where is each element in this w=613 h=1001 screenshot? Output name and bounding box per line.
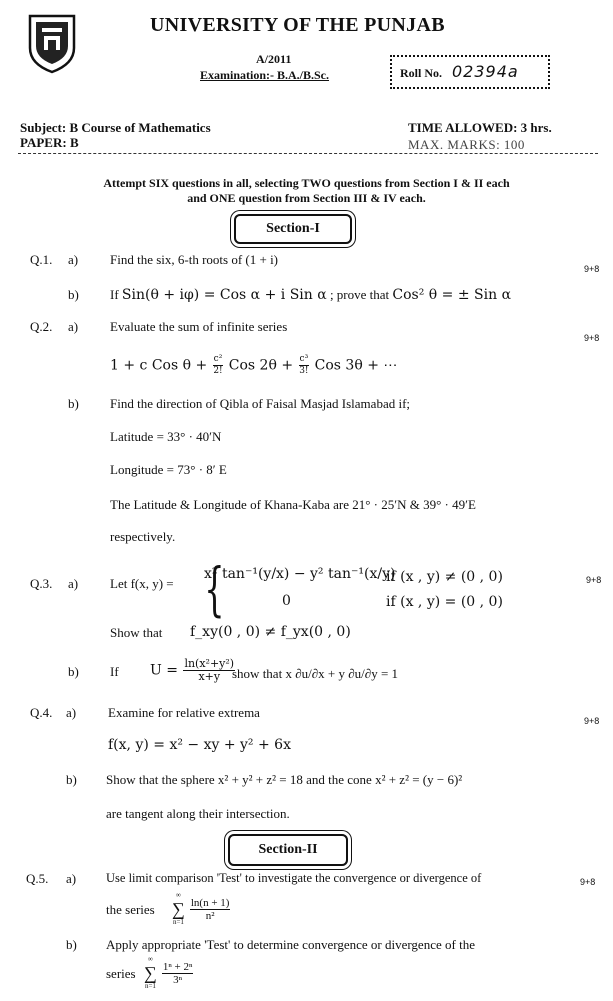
fraction: [190, 897, 231, 922]
denominator: n²: [205, 909, 215, 922]
question-text: Evaluate the sum of infinite series: [110, 319, 288, 334]
piecewise-brace: {: [204, 555, 225, 623]
series-part: Cos 2θ +: [228, 357, 294, 374]
examination-title: Examination:- B.A./B.Sc.: [200, 68, 330, 82]
let-f-definition: Let f(x, y) =: [110, 576, 174, 591]
question-text: Find the six, 6-th roots of (1 + i): [110, 252, 279, 267]
prove-word: ; prove that: [329, 287, 390, 302]
math-expression: f(x, y) = x² − xy + y² + 6x: [108, 737, 291, 753]
math-expression: Cos² θ = ± Sin α: [392, 287, 512, 303]
part-label: a): [68, 576, 79, 591]
question-text: Show that the sphere x² + y² + z² = 18 and the cone x² + z² = (y − 6)²: [106, 772, 463, 787]
numerator: c³: [299, 354, 309, 364]
sum-lower: n=1: [172, 918, 184, 926]
question-number: Q.1.: [30, 252, 53, 267]
question-text: [110, 664, 119, 680]
question-text: Apply appropriate 'Test' to determine convergence or divergence of the: [106, 937, 475, 952]
series-expression: [172, 891, 231, 927]
part-label: b): [68, 287, 79, 302]
math-expression: f_xy(0 , 0) ≠ f_yx(0 , 0): [190, 624, 351, 640]
denominator: x+y: [198, 670, 221, 683]
question-text: Find the direction of Qibla of Faisal Masjad Islamabad if;: [110, 396, 411, 411]
question-text: The Latitude & Longitude of Khana-Kaba are 21° · 25′N & 39° · 49′E: [110, 497, 476, 512]
section-heading: Section-II: [228, 834, 348, 866]
instructions-line-1: Attempt SIX questions in all, selecting TWO questions from Section I & II each: [103, 176, 510, 190]
series-part: 1 + c Cos θ +: [110, 357, 208, 374]
roll-value: 02394a: [452, 62, 519, 81]
if-word: If: [110, 664, 119, 679]
show-that-expression: show that x ∂u/∂x + y ∂u/∂y = 1: [232, 666, 399, 681]
question-number: Q.5.: [26, 871, 49, 886]
part-label: a): [68, 319, 79, 334]
part-label: b): [68, 396, 79, 411]
question-text: respectively.: [110, 529, 176, 544]
university-title: UNIVERSITY OF THE PUNJAB: [150, 14, 445, 36]
part-label: a): [68, 252, 79, 267]
roll-label: Roll No.: [400, 66, 442, 80]
case-condition: if (x , y) ≠ (0 , 0): [386, 569, 503, 585]
series-part: Cos 3θ + ⋯: [314, 357, 398, 374]
sum-lower: n=1: [144, 982, 156, 990]
question-marks: 9+8: [586, 575, 602, 585]
question-text: Examine for relative extrema: [108, 705, 260, 720]
case-expression: 0: [282, 593, 291, 609]
question-text: Use limit comparison 'Test' to investigate the convergence or divergence of: [106, 871, 482, 885]
instructions-line-2: and ONE question from Section III & IV each.: [187, 191, 426, 205]
series-label: series: [106, 966, 136, 981]
summation: ∞ ∑ n=1: [144, 955, 157, 990]
question-text: are tangent along their intersection.: [106, 806, 290, 821]
case-condition: if (x , y) = (0 , 0): [386, 594, 503, 610]
math-expression: Sin(θ + iφ) = Cos α + i Sin α: [121, 287, 327, 303]
fraction: [299, 354, 310, 377]
u-symbol: U =: [150, 662, 178, 679]
denominator: 3ⁿ: [173, 973, 183, 986]
series-label: the series: [106, 902, 155, 917]
sum-upper: ∞: [147, 955, 153, 963]
time-allowed: TIME ALLOWED: 3 hrs.: [408, 120, 552, 135]
series-expression: [144, 955, 194, 991]
longitude: Longitude = 73° · 8′ E: [110, 462, 227, 477]
series-expression: [110, 354, 397, 377]
question-marks: 9+8: [584, 333, 600, 343]
paper: PAPER: B: [20, 135, 79, 150]
part-label: a): [66, 705, 77, 720]
header-divider: [18, 153, 598, 154]
question-marks: 9+8: [580, 877, 596, 887]
part-label: a): [66, 871, 77, 886]
case-expression: x² tan⁻¹(y/x) − y² tan⁻¹(x/y): [204, 566, 396, 582]
denominator: 3!: [299, 366, 309, 376]
part-label: b): [66, 937, 77, 952]
max-marks: MAX. MARKS: 100: [408, 137, 525, 152]
numerator: c²: [213, 354, 223, 364]
latitude: Latitude = 33° · 40′N: [110, 429, 222, 444]
question-marks: 9+8: [584, 716, 600, 726]
show-that: Show that: [110, 625, 163, 640]
numerator: ln(x²+y²): [184, 657, 235, 670]
summation: ∞ ∑ n=1: [172, 891, 185, 926]
sum-upper: ∞: [175, 891, 181, 899]
university-crest-logo: [24, 12, 80, 74]
fraction: [213, 354, 224, 377]
fraction: [162, 961, 194, 986]
roll-number-box: [390, 55, 550, 89]
fraction: [183, 658, 235, 683]
u-definition: [150, 658, 236, 683]
question-marks: 9+8: [584, 264, 600, 274]
subject: Subject: B Course of Mathematics: [20, 120, 211, 135]
question-number: Q.4.: [30, 705, 53, 720]
question-text: [110, 287, 511, 303]
section-heading: Section-I: [234, 214, 352, 244]
if-word: If: [110, 287, 119, 302]
part-label: b): [68, 664, 79, 679]
denominator: 2!: [213, 366, 223, 376]
question-number: Q.3.: [30, 576, 53, 591]
question-number: Q.2.: [30, 319, 53, 334]
numerator: ln(n + 1): [190, 896, 230, 909]
session: A/2011: [256, 52, 292, 66]
numerator: 1ⁿ + 2ⁿ: [162, 960, 193, 973]
part-label: b): [66, 772, 77, 787]
